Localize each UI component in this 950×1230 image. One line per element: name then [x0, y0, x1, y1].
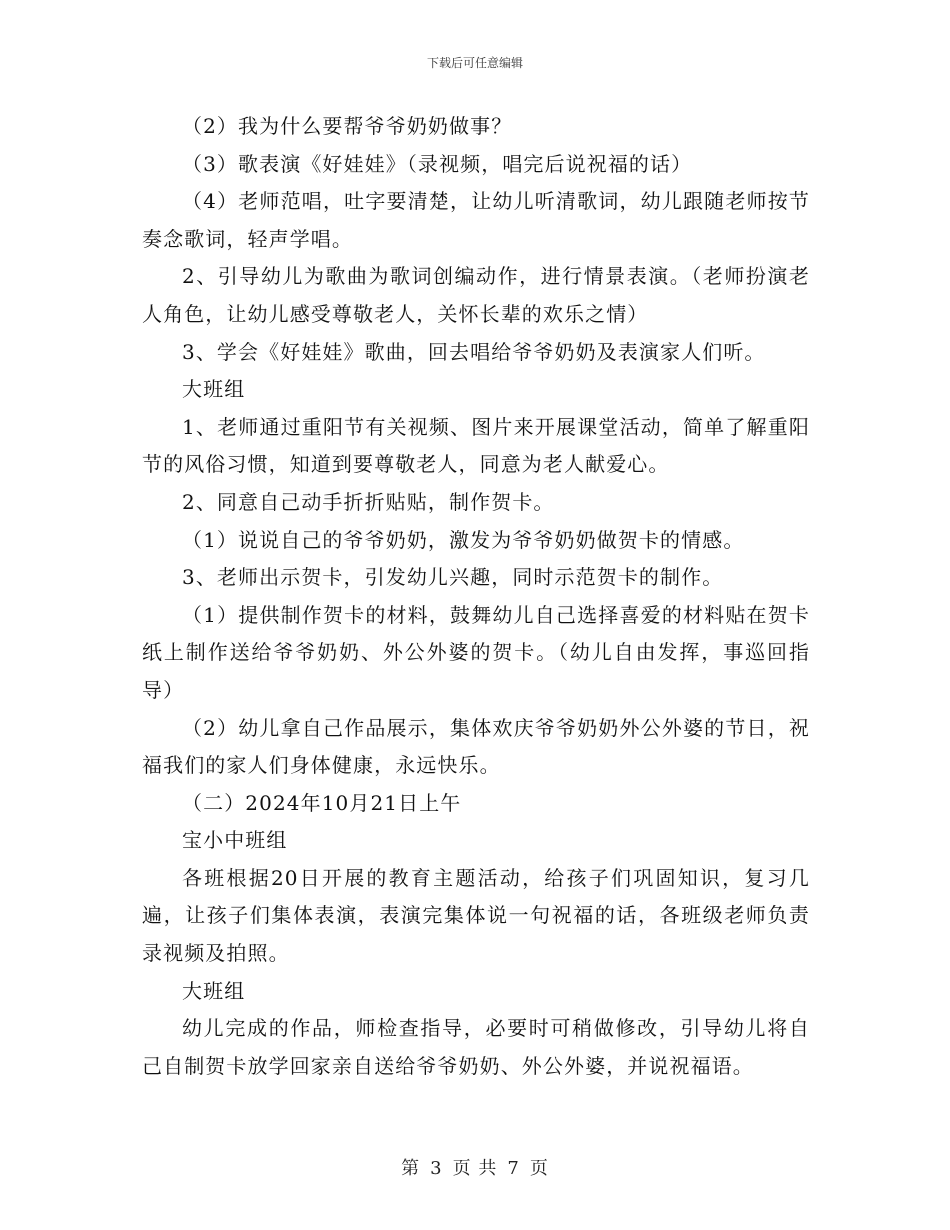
paragraph: 2、引导幼儿为歌曲为歌词创编动作，进行情景表演。（老师扮演老人角色，让幼儿感受尊敬老人，关怀长辈的欢乐之情） [142, 264, 810, 326]
paragraph: 各班根据20日开展的教育主题活动，给孩子们巩固知识，复习几遍，让孩子们集体表演，表演完集体说一句祝福的话，各班级老师负责录视频及拍照。 [142, 865, 810, 966]
footer-prefix: 第 [401, 1158, 421, 1179]
page-total: 7 [507, 1158, 520, 1179]
paragraph: （2）我为什么要帮爷爷奶奶做事？ [182, 114, 513, 138]
page-footer [0, 1154, 950, 1180]
paragraph: 1、老师通过重阳节有关视频、图片来开展课堂活动，简单了解重阳节的风俗习惯，知道到要尊敬老人，同意为老人献爱心。 [142, 414, 810, 477]
paragraph: （1）提供制作贺卡的材料，鼓舞幼儿自己选择喜爱的材料贴在贺卡纸上制作送给爷爷奶奶、外公外婆的贺卡。（幼儿自由发挥，事巡回指导） [142, 602, 810, 702]
paragraph: （3）歌表演《好娃娃》（录视频，唱完后说祝福的话） [182, 151, 693, 176]
header-note: 下载后可任意编辑 [426, 56, 523, 70]
section-date: （二）2024年10月21日上午 [182, 790, 462, 815]
paragraph: 3、老师出示贺卡，引发幼儿兴趣，同时示范贺卡的制作。 [182, 565, 724, 590]
paragraph: （4）老师范唱，吐字要清楚，让幼儿听清歌词，幼儿跟随老师按节奏念歌词，轻声学唱。 [142, 189, 810, 251]
page-number: 3 [430, 1158, 443, 1179]
footer-mid: 页 共 [452, 1158, 498, 1179]
section-heading: 大班组 [182, 978, 246, 1003]
paragraph: （1）说说自己的爷爷奶奶，激发为爷爷奶奶做贺卡的情感。 [182, 527, 745, 552]
document-body [142, 108, 810, 1085]
paragraph: 幼儿完成的作品，师检查指导，必要时可稍做修改，引导幼儿将自己自制贺卡放学回家亲自送给爷爷奶奶、外公外婆，并说祝福语。 [142, 1016, 810, 1078]
section-heading: 宝小中班组 [182, 828, 288, 853]
paragraph: 2、同意自己动手折折贴贴，制作贺卡。 [182, 489, 555, 514]
section-heading: 大班组 [182, 377, 246, 402]
paragraph: （2）幼儿拿自己作品展示，集体欢庆爷爷奶奶外公外婆的节日，祝福我们的家人们身体健康，永远快乐。 [142, 715, 810, 778]
paragraph: 3、学会《好娃娃》歌曲，回去唱给爷爷奶奶及表演家人们听。 [182, 339, 766, 364]
footer-suffix: 页 [529, 1158, 549, 1179]
